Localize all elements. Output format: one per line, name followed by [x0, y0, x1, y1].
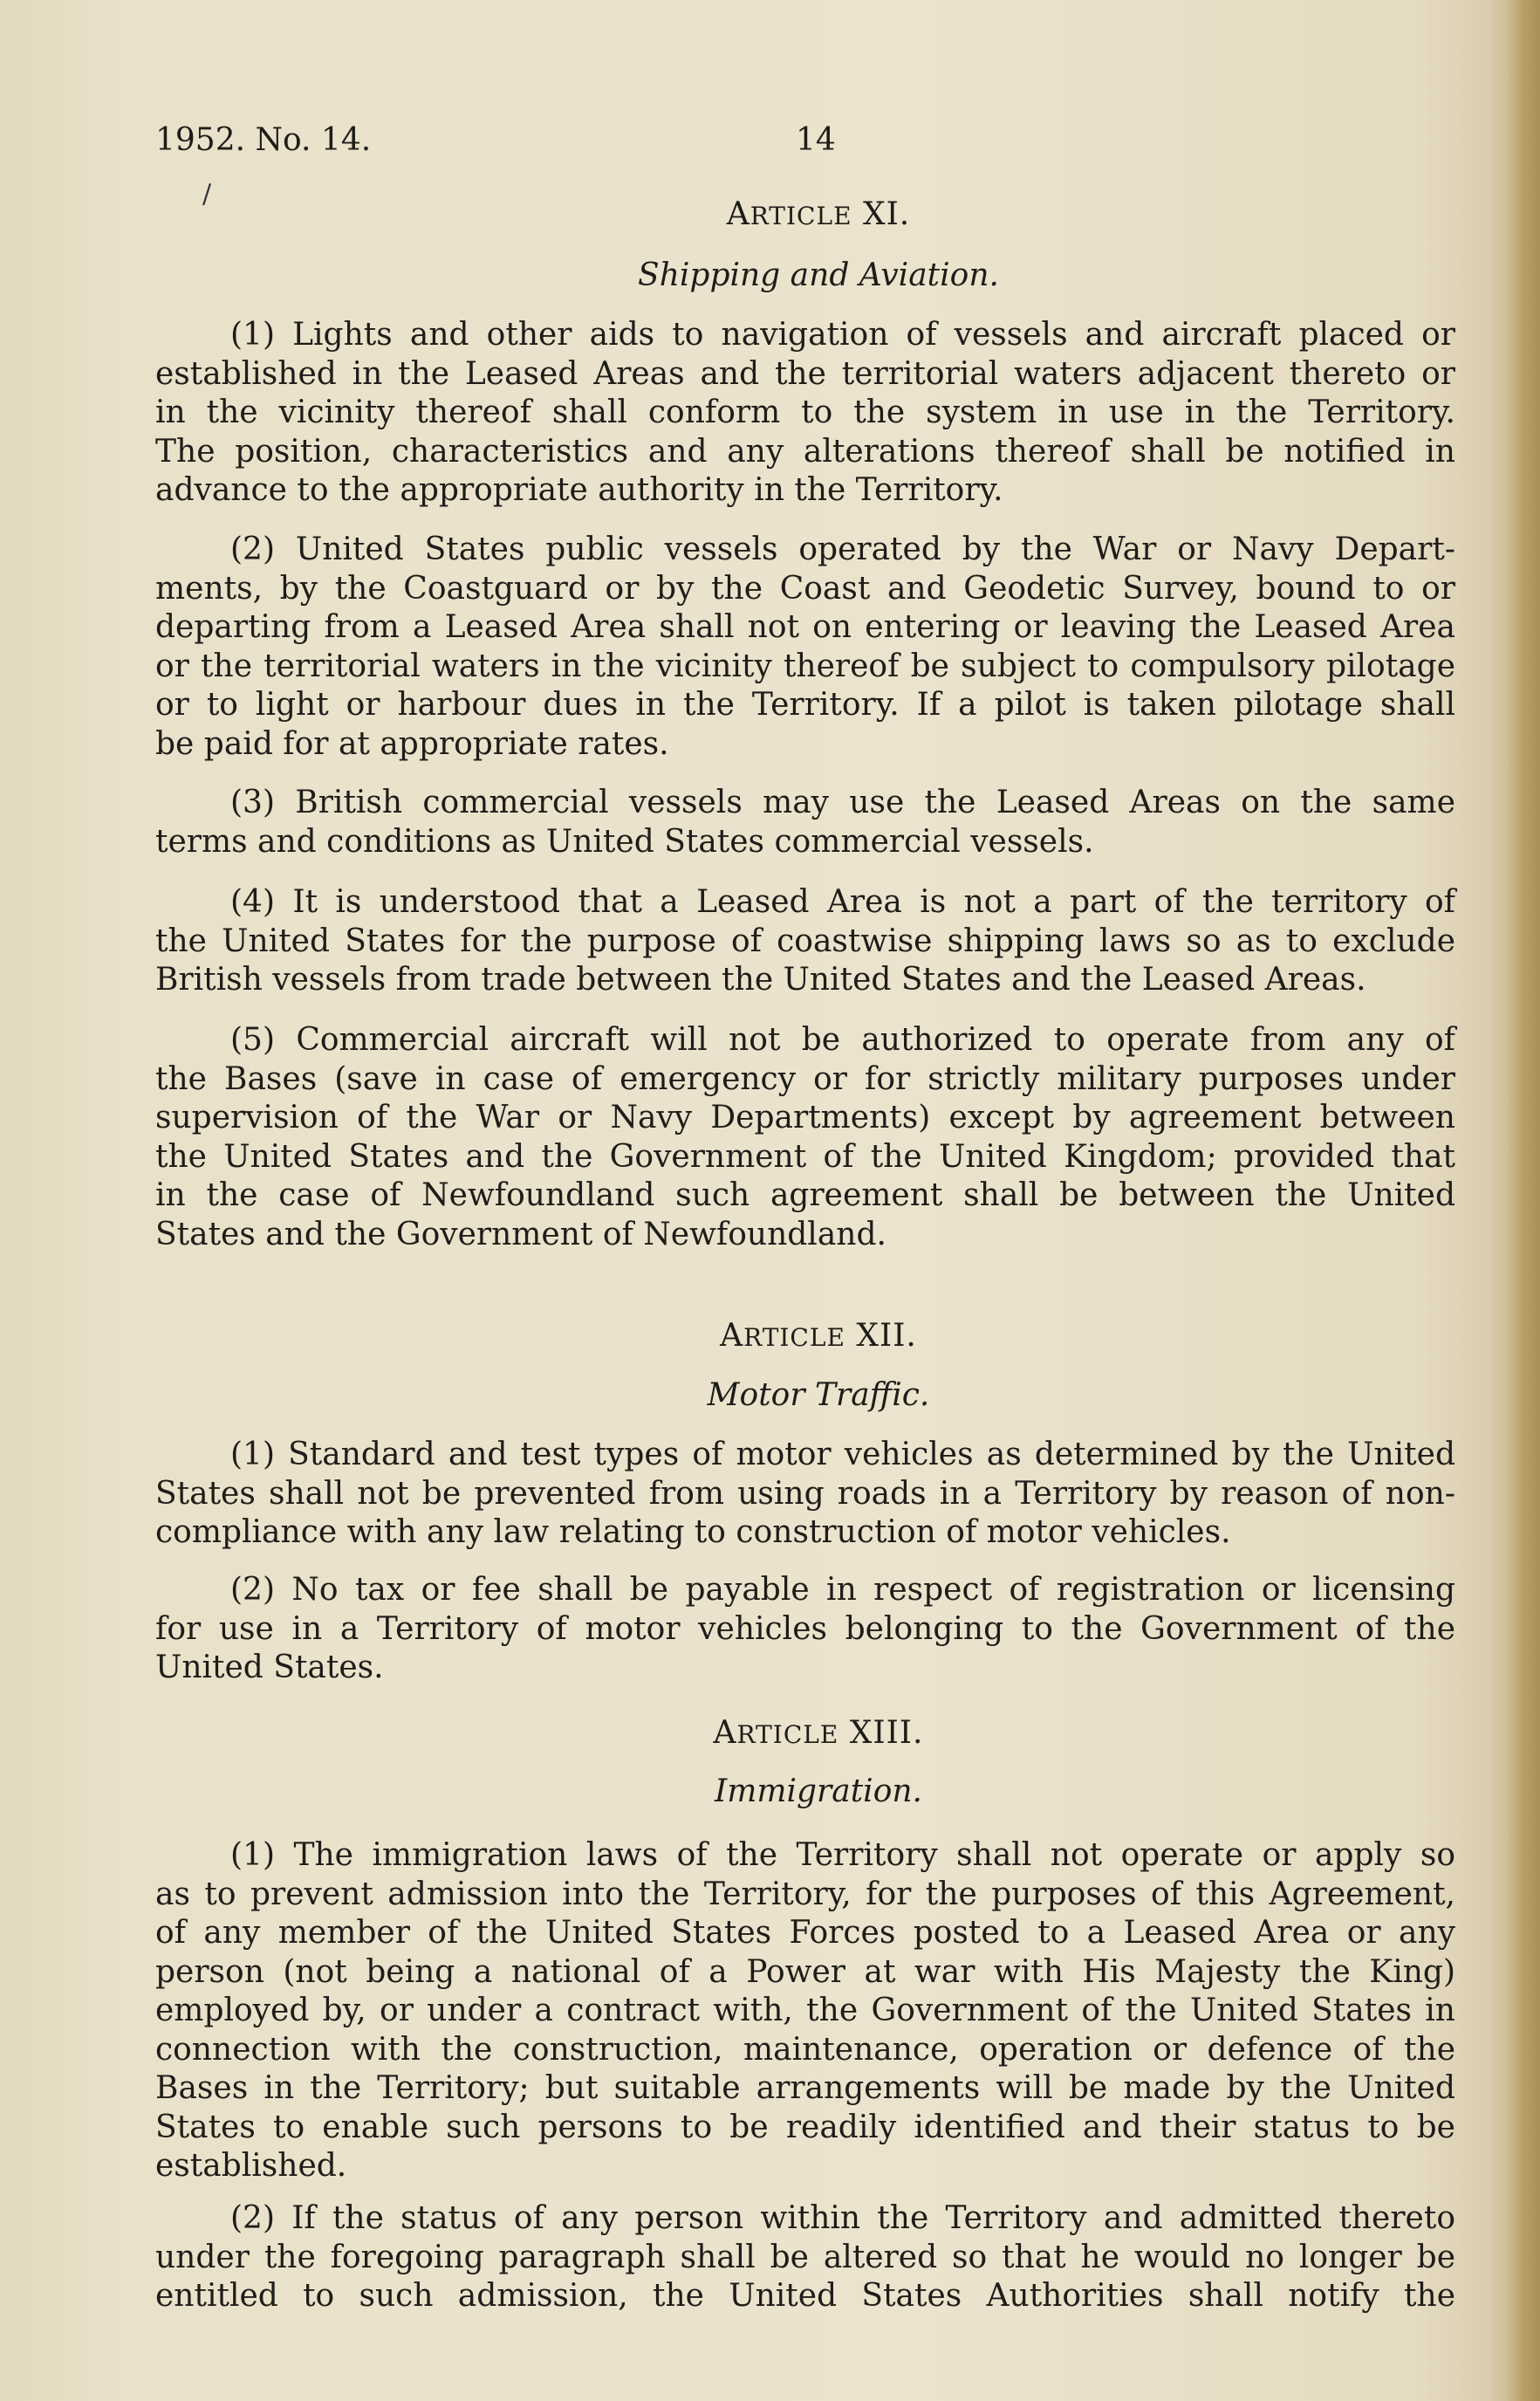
article-13-heading: ARTICLE XIII. — [713, 1715, 924, 1751]
article-12-para-1: (1) Standard and test types of motor vehicles as determined by the United States shall not be prevented from using roads in a Territory by reason of non- compliance with any law relating to construction of motor vehicles. — [155, 1437, 1455, 1550]
year-and-number: 1952. No. 14. — [155, 122, 372, 158]
page-edge-shadow — [1488, 0, 1540, 2401]
article-12-para-2: (2) No tax or fee shall be payable in respect of registration or licensing for use in a Territory of motor vehicles belonging to the Government of the United States. — [155, 1572, 1455, 1685]
article-13-para-2: (2) If the status of any person within the Territory and admitted thereto under the foregoing paragraph shall be altered so that he would no longer be entitled to such admission, the United States Authorities shall notify the — [155, 2200, 1455, 2314]
article-11-para-3: (3) British commercial vessels may use the Leased Areas on the same terms and conditions as United States commercial vessels. — [155, 785, 1455, 860]
article-12-heading: ARTICLE XII. — [720, 1318, 917, 1354]
article-13-subheading: Immigration. — [714, 1773, 922, 1809]
page-header — [155, 122, 1482, 166]
article-11-para-2: (2) United States public vessels operated by the War or Navy Depart- ments, by the Coastguard or by the Coast and Geodetic Survey, bound to or departing from a Leased Area shall not on entering or leaving the Leased Area or the territorial waters in the vicinity thereof be subject to compulsory pilotage or to light or harbour dues in the Territory. If a pilot is taken pilotage shall be paid for at appropriate rates. — [155, 532, 1455, 762]
page-number: 14 — [796, 122, 836, 158]
article-11-heading: ARTICLE XI. — [726, 196, 911, 232]
pencil-mark: / — [202, 179, 212, 209]
article-11-para-5: (5) Commercial aircraft will not be authorized to operate from any of the Bases (save in case of emergency or for strictly military purposes under supervision of the War or Navy Departments) except by agreement between the United States and the Government of the United Kingdom; provided that in the case of Newfoundland such agreement shall be between the United States and the Government of Newfoundland. — [155, 1022, 1455, 1252]
article-11-para-4: (4) It is understood that a Leased Area is not a part of the territory of the United States for the purpose of coastwise shipping laws so as to exclude British vessels from trade between the United States and the Leased Areas. — [155, 884, 1455, 998]
article-11-para-1: (1) Lights and other aids to navigation of vessels and aircraft placed or established in the Leased Areas and the territorial waters adjacent thereto or in the vicinity thereof shall conform to the system in use in the Territory. The position, characteristics and any alterations thereof shall be notified in advance to the appropriate authority in the Territory. — [155, 317, 1455, 508]
article-13-para-1: (1) The immigration laws of the Territory shall not operate or apply so as to prevent admission into the Territory, for the purposes of this Agreement, of any member of the United States Forces posted to a Leased Area or any person (not being a national of a Power at war with His Majesty the King) employed by, or under a contract with, the Government of the United States in connection with the construction, maintenance, operation or defence of the Bases in the Territory; but suitable arrangements will be made by the United States to enable such persons to be readily identified and their status to be established. — [155, 1837, 1455, 2184]
article-11-subheading: Shipping and Aviation. — [638, 257, 999, 293]
article-12-subheading: Motor Traffic. — [707, 1377, 930, 1413]
